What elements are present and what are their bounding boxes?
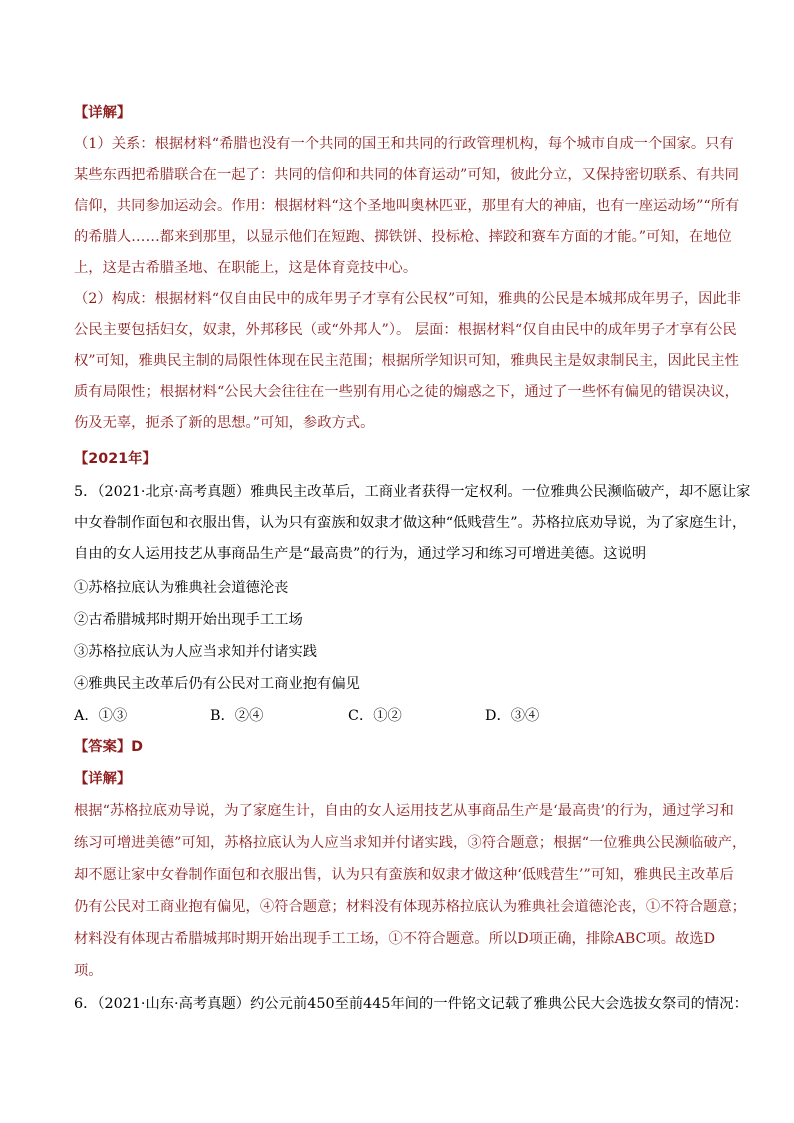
statement-3: ③苏格拉底认为人应当求知并付诸实践 bbox=[74, 644, 318, 660]
option-a: A．①③ bbox=[74, 708, 128, 724]
detail-heading: 【详解】 bbox=[74, 771, 132, 787]
analysis-line: 的希腊人……都来到那里，以显示他们在短跑、掷铁饼、投标枪、摔跤和赛车方面的才能。”可知，在地位 bbox=[74, 229, 732, 245]
analysis-line: 信仰，共同参加运动会。作用：根据材料“这个圣地叫奥林匹亚，那里有大的神庙，也有一座运动场”“所有 bbox=[74, 198, 740, 214]
detail-line: 仍有公民对工商业抱有偏见，④符合题意；材料没有体现苏格拉底认为雅典社会道德沦丧，①不符合题意； bbox=[74, 899, 746, 915]
detail-line: 根据“苏格拉底劝导说，为了家庭生计，自由的女人运用技艺从事商品生产是‘最高贵’的行为，通过学习和 bbox=[74, 803, 734, 819]
question-stem-line: 5．（2021·北京·高考真题）雅典民主改革后，工商业者获得一定权利。一位雅典公民濒临破产，却不愿让家 bbox=[74, 484, 751, 500]
detail-line: 项。 bbox=[74, 963, 103, 979]
year-heading: 【2021年】 bbox=[74, 451, 157, 467]
option-b: B．②④ bbox=[210, 708, 264, 724]
analysis-line: 上，这是古希腊圣地、在职能上，这是体育竞技中心。 bbox=[74, 260, 418, 276]
option-c: C．①② bbox=[348, 708, 402, 724]
analysis-line: 公民主要包括妇女，奴隶，外邦移民（或“外邦人”）。 层面：根据材料“仅自由民中的成年男子才享有公民 bbox=[74, 322, 737, 338]
analysis-line: 权”可知，雅典民主制的局限性体现在民主范围；根据所学知识可知，雅典民主是奴隶制民主，因此民主性 bbox=[74, 353, 739, 369]
detail-heading: 【详解】 bbox=[74, 105, 132, 121]
statement-2: ②古希腊城邦时期开始出现手工工场 bbox=[74, 612, 303, 628]
analysis-line: （2）构成：根据材料“仅自由民中的成年男子才享有公民权”可知，雅典的公民是本城邦成年男子，因此非 bbox=[74, 291, 742, 307]
statement-1: ①苏格拉底认为雅典社会道德沦丧 bbox=[74, 580, 289, 596]
analysis-line: 质有局限性；根据材料“公民大会往往在一些别有用心之徒的煽惑之下，通过了一些怀有偏见的错误决议， bbox=[74, 384, 739, 400]
analysis-line: 某些东西把希腊联合在一起了：共同的信仰和共同的体育运动”可知，彼此分立，又保持密切联系、有共同 bbox=[74, 167, 739, 183]
question-stem-line: 6．（2021·山东·高考真题）约公元前450至前445年间的一件铭文记载了雅典公民大会选拔女祭司的情况： bbox=[74, 996, 748, 1012]
question-stem-line: 自由的女人运用技艺从事商品生产是“最高贵”的行为，通过学习和练习可增进美德。这说明 bbox=[74, 546, 647, 562]
answer-options bbox=[74, 705, 724, 725]
statement-4: ④雅典民主改革后仍有公民对工商业抱有偏见 bbox=[74, 676, 360, 692]
detail-line: 却不愿让家中女眷制作面包和衣服出售，认为只有蛮族和奴隶才做这种‘低贱营生’”可知，雅典民主改革后 bbox=[74, 867, 734, 883]
option-d: D．③④ bbox=[485, 708, 540, 724]
question-stem-line: 中女眷制作面包和衣服出售，认为只有蛮族和奴隶才做这种“低贱营生”。苏格拉底劝导说，为了家庭生计， bbox=[74, 515, 747, 531]
detail-line: 练习可增进美德”可知，苏格拉底认为人应当求知并付诸实践，③符合题意；根据“一位雅典公民濒临破产， bbox=[74, 835, 747, 851]
detail-line: 材料没有体现古希腊城邦时期开始出现手工工场，①不符合题意。所以D项正确，排除ABC项。故选D bbox=[74, 931, 716, 947]
answer-label: 【答案】D bbox=[74, 739, 144, 755]
analysis-line: 伤及无辜，扼杀了新的思想。”可知，参政方式。 bbox=[74, 415, 375, 431]
analysis-line: （1）关系：根据材料“希腊也没有一个共同的国王和共同的行政管理机构，每个城市自成一个国家。只有 bbox=[74, 136, 734, 152]
